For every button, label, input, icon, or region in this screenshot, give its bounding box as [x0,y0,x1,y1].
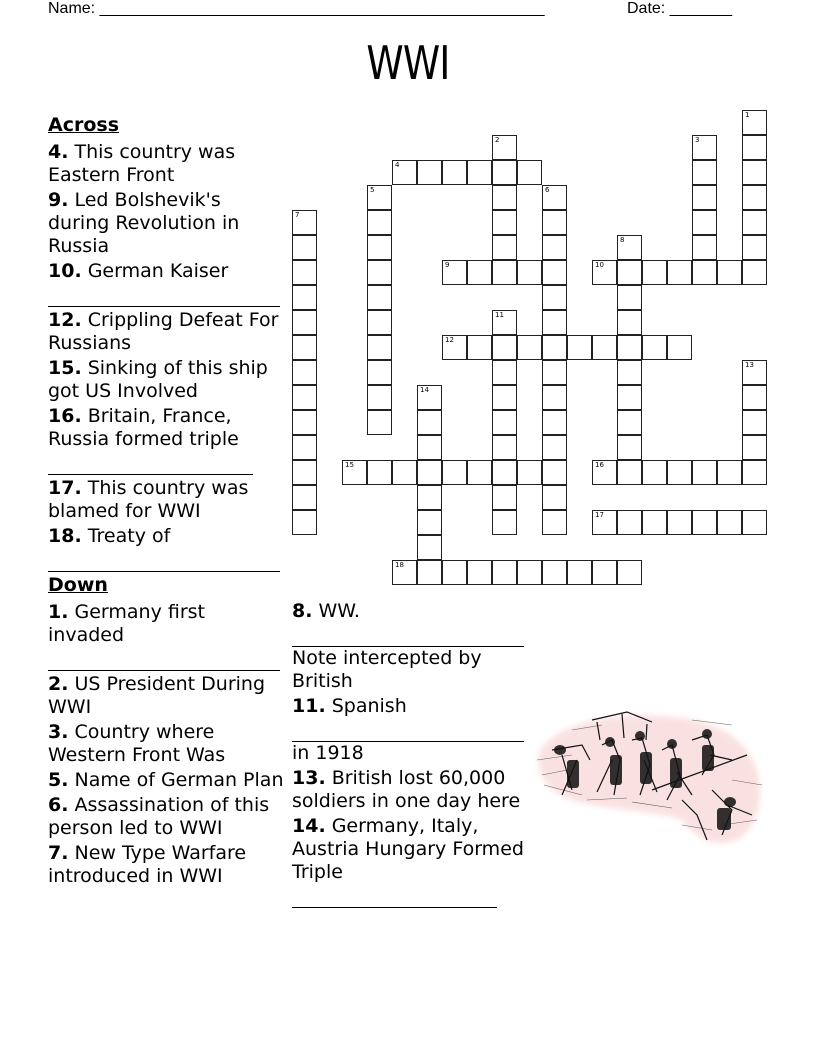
crossword-cell[interactable] [642,460,667,485]
crossword-cell[interactable] [517,260,542,285]
clue-text: Led Bolshevik's during Revolution in Russia [48,189,240,257]
crossword-cell[interactable] [492,210,517,235]
clue-down-11 [292,695,528,765]
crossword-cell[interactable] [742,185,767,210]
clue-down-3 [48,721,284,767]
clue-number: 11. [292,695,326,717]
cell-number: 8 [620,236,625,244]
crossword-cell[interactable] [492,235,517,260]
crossword-cell[interactable] [467,460,492,485]
crossword-cell[interactable] [667,510,692,535]
crossword-cell[interactable] [692,460,717,485]
crossword-cell[interactable] [492,460,517,485]
crossword-cell[interactable] [667,335,692,360]
crossword-cell[interactable] [617,360,642,385]
crossword-cell[interactable] [292,435,317,460]
crossword-cell[interactable] [442,460,467,485]
clue-down-8 [292,600,528,693]
crossword-cell[interactable] [467,335,492,360]
cell-number: 5 [370,186,375,194]
crossword-cell[interactable] [592,560,617,585]
clue-across-15 [48,357,284,403]
crossword-cell[interactable] [392,560,417,585]
crossword-cell[interactable] [692,135,717,160]
crossword-cell[interactable] [517,335,542,360]
crossword-cell[interactable] [542,285,567,310]
crossword-cell[interactable] [492,185,517,210]
crossword-cell[interactable] [542,460,567,485]
answer-blank-line [48,306,280,307]
crossword-cell[interactable] [367,185,392,210]
crossword-cell[interactable] [492,135,517,160]
clue-text: Country where Western Front Was [48,721,226,766]
crossword-cell[interactable] [542,260,567,285]
clue-number: 9. [48,189,69,211]
crossword-cell[interactable] [617,285,642,310]
clue-number: 17. [48,477,82,499]
name-field[interactable] [48,0,545,18]
crossword-cell[interactable] [742,410,767,435]
crossword-cell[interactable] [592,460,617,485]
clue-text: Britain, France, Russia formed triple [48,405,239,450]
clue-text: New Type Warfare introduced in WWI [48,842,247,887]
crossword-cell[interactable] [292,460,317,485]
clue-down-1 [48,601,284,671]
cell-number: 10 [595,261,604,269]
crossword-cell[interactable] [417,510,442,535]
clue-across-16 [48,405,284,475]
crossword-cell[interactable] [467,160,492,185]
crossword-cell[interactable] [542,385,567,410]
crossword-cell[interactable] [392,160,417,185]
crossword-cell[interactable] [692,510,717,535]
clue-down-14 [292,815,528,908]
crossword-cell[interactable] [292,410,317,435]
crossword-cell[interactable] [517,560,542,585]
clue-text: Germany first invaded [48,601,205,646]
crossword-cell[interactable] [417,435,442,460]
crossword-cell[interactable] [367,360,392,385]
crossword-cell[interactable] [567,335,592,360]
crossword-cell[interactable] [417,535,442,560]
crossword-cell[interactable] [492,385,517,410]
crossword-cell[interactable] [667,460,692,485]
cell-number: 18 [395,561,404,569]
crossword-cell[interactable] [292,260,317,285]
clue-text: Sinking of this ship got US Involved [48,357,268,402]
crossword-cell[interactable] [617,560,642,585]
clue-down-2 [48,673,284,719]
crossword-cell[interactable] [692,185,717,210]
clue-down-13 [292,767,528,813]
crossword-cell[interactable] [292,285,317,310]
name-blank[interactable]: __________________________________________________ [99,0,545,17]
date-label: Date: [627,0,670,17]
crossword-cell[interactable] [617,310,642,335]
clue-across-10 [48,260,284,307]
crossword-cell[interactable] [717,460,742,485]
clue-across-12 [48,309,284,355]
clue-text: British lost 60,000 soldiers in one day here [292,767,521,812]
down-heading: Down [48,574,108,596]
crossword-cell[interactable] [442,560,467,585]
crossword-cell[interactable] [642,510,667,535]
crossword-cell[interactable] [417,160,442,185]
crossword-cell[interactable] [567,560,592,585]
crossword-cell[interactable] [667,260,692,285]
clue-across-17 [48,477,284,523]
crossword-cell[interactable] [692,260,717,285]
answer-blank-line [48,571,280,572]
crossword-cell[interactable] [417,560,442,585]
crossword-cell[interactable] [617,410,642,435]
crossword-cell[interactable] [542,185,567,210]
crossword-cell[interactable] [542,210,567,235]
clue-number: 5. [48,769,69,791]
crossword-cell[interactable] [367,335,392,360]
crossword-cell[interactable] [492,560,517,585]
clue-number: 7. [48,842,69,864]
crossword-cell[interactable] [592,335,617,360]
crossword-cell[interactable] [742,385,767,410]
clue-text-continued: in 1918 [292,742,364,764]
answer-blank-line [48,474,253,475]
clue-across-4 [48,141,284,187]
crossword-cell[interactable] [617,235,642,260]
crossword-cell[interactable] [542,435,567,460]
clue-text: This country was Eastern Front [48,141,236,186]
crossword-cell[interactable] [417,385,442,410]
crossword-cell[interactable] [742,510,767,535]
crossword-cell[interactable] [467,260,492,285]
clue-number: 18. [48,525,82,547]
crossword-cell[interactable] [742,135,767,160]
clue-text: German Kaiser [81,260,229,282]
crossword-cell[interactable] [692,210,717,235]
crossword-cell[interactable] [417,460,442,485]
cell-number: 7 [295,211,300,219]
crossword-cell[interactable] [617,385,642,410]
clue-down-6 [48,794,284,840]
cell-number: 16 [595,461,604,469]
crossword-cell[interactable] [742,235,767,260]
crossword-cell[interactable] [292,335,317,360]
crossword-cell[interactable] [442,335,467,360]
clue-number: 13. [292,767,326,789]
clue-column-left [48,114,284,890]
clue-text: Treaty of [81,525,171,547]
crossword-cell[interactable] [342,460,367,485]
crossword-cell[interactable] [617,260,642,285]
crossword-cell[interactable] [417,485,442,510]
clue-number: 6. [48,794,69,816]
crossword-cell[interactable] [617,335,642,360]
crossword-cell[interactable] [517,160,542,185]
crossword-cell[interactable] [642,335,667,360]
clue-down-5 [48,769,284,792]
crossword-cell[interactable] [492,335,517,360]
crossword-cell[interactable] [542,410,567,435]
date-blank[interactable]: _______ [669,0,732,17]
crossword-cell[interactable] [692,235,717,260]
crossword-cell[interactable] [292,360,317,385]
crossword-cell[interactable] [492,510,517,535]
crossword-cell[interactable] [742,435,767,460]
clue-number: 12. [48,309,82,331]
clue-text: Spanish [325,695,407,717]
down-clue-list-left [48,601,284,888]
crossword-cell[interactable] [542,485,567,510]
crossword-cell[interactable] [492,260,517,285]
crossword-cell[interactable] [392,460,417,485]
cell-number: 4 [395,161,400,169]
crossword-cell[interactable] [417,410,442,435]
crossword-cell[interactable] [367,460,392,485]
crossword-cell[interactable] [367,410,392,435]
crossword-cell[interactable] [542,360,567,385]
soldiers-illustration-icon [532,700,770,848]
cell-number: 17 [595,511,604,519]
across-heading: Across [48,114,120,136]
cell-number: 15 [345,461,354,469]
answer-blank-line [48,670,280,671]
cell-number: 9 [445,261,450,269]
crossword-cell[interactable] [492,310,517,335]
cell-number: 14 [420,386,429,394]
cell-number: 2 [495,136,500,144]
crossword-cell[interactable] [292,485,317,510]
clue-text: US President During WWI [48,673,266,718]
clue-text: Assassination of this person led to WWI [48,794,270,839]
down-clue-list-middle [292,600,528,908]
crossword-cell[interactable] [717,510,742,535]
crossword-cell[interactable] [367,235,392,260]
crossword-cell[interactable] [467,560,492,585]
crossword-cell[interactable] [742,460,767,485]
crossword-cell[interactable] [542,560,567,585]
crossword-cell[interactable] [367,260,392,285]
crossword-cell[interactable] [692,160,717,185]
crossword-cell[interactable] [367,385,392,410]
crossword-cell[interactable] [542,310,567,335]
clue-text: Crippling Defeat For Russians [48,309,279,354]
page-title: WWI [366,36,450,90]
crossword-cell[interactable] [367,285,392,310]
crossword-cell[interactable] [292,235,317,260]
clue-down-7 [48,842,284,888]
clue-across-18 [48,525,284,572]
crossword-cell[interactable] [592,260,617,285]
clue-text: This country was blamed for WWI [48,477,249,522]
crossword-cell[interactable] [542,235,567,260]
crossword-cell[interactable] [742,110,767,135]
crossword-cell[interactable] [292,510,317,535]
crossword-cell[interactable] [642,260,667,285]
crossword-cell[interactable] [717,260,742,285]
across-clue-list [48,141,284,572]
crossword-cell[interactable] [617,460,642,485]
clue-text: Germany, Italy, Austria Hungary Formed Triple [292,815,524,883]
date-field[interactable] [627,0,732,18]
crossword-cell[interactable] [292,385,317,410]
clue-text: Name of German Plan [68,769,284,791]
cell-number: 12 [445,336,454,344]
crossword-cell[interactable] [492,485,517,510]
crossword-cell[interactable] [742,360,767,385]
crossword-cell[interactable] [292,210,317,235]
clue-column-middle [292,600,528,910]
crossword-cell[interactable] [492,160,517,185]
clue-across-9 [48,189,284,258]
clue-number: 8. [292,600,313,622]
crossword-cell[interactable] [442,260,467,285]
crossword-cell[interactable] [742,160,767,185]
answer-blank-line [292,907,497,908]
cell-number: 13 [745,361,754,369]
clue-number: 1. [48,601,69,623]
crossword-cell[interactable] [742,210,767,235]
crossword-cell[interactable] [367,310,392,335]
crossword-cell[interactable] [617,435,642,460]
crossword-cell[interactable] [542,335,567,360]
clue-number: 14. [292,815,326,837]
cell-number: 1 [745,111,750,119]
clue-number: 16. [48,405,82,427]
clue-number: 3. [48,721,69,743]
clue-text-continued: Note intercepted by British [292,647,482,692]
crossword-cell[interactable] [517,460,542,485]
name-label: Name: [48,0,100,17]
crossword-cell[interactable] [592,510,617,535]
clue-text: WW. [312,600,360,622]
crossword-cell[interactable] [492,360,517,385]
crossword-cell[interactable] [492,410,517,435]
cell-number: 3 [695,136,700,144]
clue-number: 10. [48,260,82,282]
clue-number: 15. [48,357,82,379]
crossword-cell[interactable] [492,435,517,460]
clue-number: 2. [48,673,69,695]
crossword-cell[interactable] [742,260,767,285]
crossword-cell[interactable] [542,510,567,535]
crossword-cell[interactable] [442,160,467,185]
crossword-cell[interactable] [617,510,642,535]
clue-number: 4. [48,141,69,163]
crossword-cell[interactable] [292,310,317,335]
cell-number: 6 [545,186,550,194]
crossword-cell[interactable] [367,210,392,235]
cell-number: 11 [495,311,504,319]
